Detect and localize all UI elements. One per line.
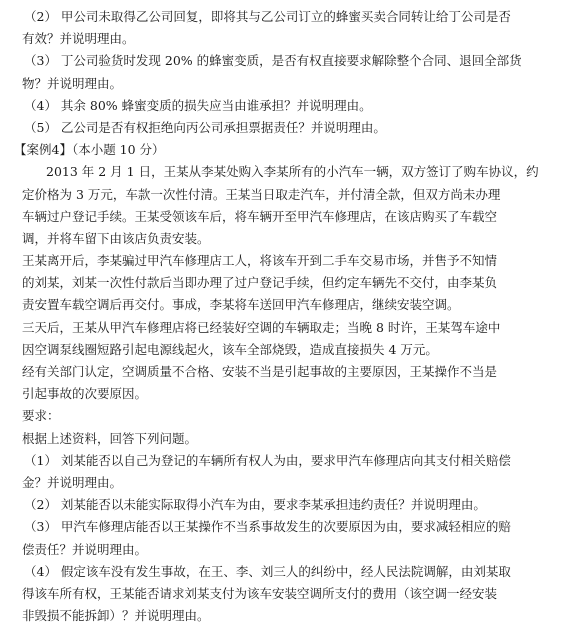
requirements-label: 要求： (22, 408, 60, 424)
case-paragraph-1-line-1: 2013 年 2 月 1 日，王某从李某处购入李某所有的小汽车一辆，双方签订了购车协议，约 (46, 164, 539, 180)
case-4-heading: 【案例4】（本小题 10 分） (14, 142, 165, 158)
question-2-line-1: （2） 甲公司未取得乙公司回复，即将其与乙公司订立的蜂蜜买卖合同转让给丁公司是否 (24, 9, 511, 24)
question-5: （5） 乙公司是否有权拒绝向丙公司承担票据责任？并说明理由。 (24, 119, 386, 135)
question-3-line-1: （3） 丁公司验货时发现 20% 的蜂蜜变质，是否有权直接要求解除整个合同、退回全部货 (24, 53, 522, 69)
case-question-2: （2） 刘某能否以未能实际取得小汽车为由，要求李某承担违约责任？并说明理由。 (24, 497, 486, 513)
case-question-1-line-1: （1） 刘某能否以自己为登记的车辆所有权人为由，要求甲汽车修理店向其支付相关赔偿 (24, 452, 511, 468)
question-3-line-2: 物？并说明理由。 (22, 75, 123, 91)
case-paragraph-1-line-3: 车辆过户登记手续。王某受领该车后，将车辆开至甲汽车修理店，在该店购买了车载空 (22, 208, 498, 224)
case-paragraph-3-line-2: 因空调泵线圈短路引起电源线起火，该车全部烧毁，造成直接损失 4 万元。 (22, 341, 438, 357)
case-question-1-line-2: 金？并说明理由。 (22, 474, 123, 490)
case-question-4-line-3: 非毁损不能拆卸）？并说明理由。 (22, 608, 210, 624)
case-paragraph-2-line-3: 责安置车载空调后再交付。事成，李某将车送回甲汽车修理店，继续安装空调。 (22, 297, 460, 313)
question-4: （4） 其余 80% 蜂蜜变质的损失应当由谁承担？并说明理由。 (24, 97, 372, 113)
case-paragraph-2-line-1: 王某离开后，李某骗过甲汽车修理店工人，将该车开到二手车交易市场，并售予不知情 (22, 253, 498, 269)
instructions: 根据上述资料，回答下列问题。 (22, 430, 198, 446)
case-paragraph-4-line-2: 引起事故的次要原因。 (22, 386, 148, 402)
case-paragraph-3-line-1: 三天后，王某从甲汽车修理店将已经装好空调的车辆取走；当晚 8 时许，王某驾车途中 (22, 319, 501, 335)
case-paragraph-4-line-1: 经有关部门认定，空调质量不合格、安装不当是引起事故的主要原因，王某操作不当是 (22, 364, 498, 379)
case-question-4-line-1: （4） 假定该车没有发生事故，在王、李、刘三人的纠纷中，经人民法院调解，由刘某取 (24, 563, 511, 579)
case-paragraph-1-line-4: 调，并将车留下由该店负责安装。 (22, 230, 210, 246)
question-2-line-2: 有效？并说明理由。 (22, 31, 135, 47)
case-question-4-line-2: 得该车所有权，王某能否请求刘某支付为该车安装空调所支付的费用（该空调一经安装 (22, 585, 498, 601)
case-paragraph-1-line-2: 定价格为 3 万元，车款一次性付清。王某当日取走汽车，并付清全款，但双方尚未办理 (22, 186, 501, 202)
case-paragraph-2-line-2: 的刘某，刘某一次性付款后当即办理了过户登记手续，但约定车辆先不交付，由李某负 (22, 275, 498, 291)
case-question-3-line-1: （3） 甲汽车修理店能否以王某操作不当系事故发生的次要原因为由，要求减轻相应的赔 (24, 519, 511, 535)
case-question-3-line-2: 偿责任？并说明理由。 (22, 541, 148, 557)
